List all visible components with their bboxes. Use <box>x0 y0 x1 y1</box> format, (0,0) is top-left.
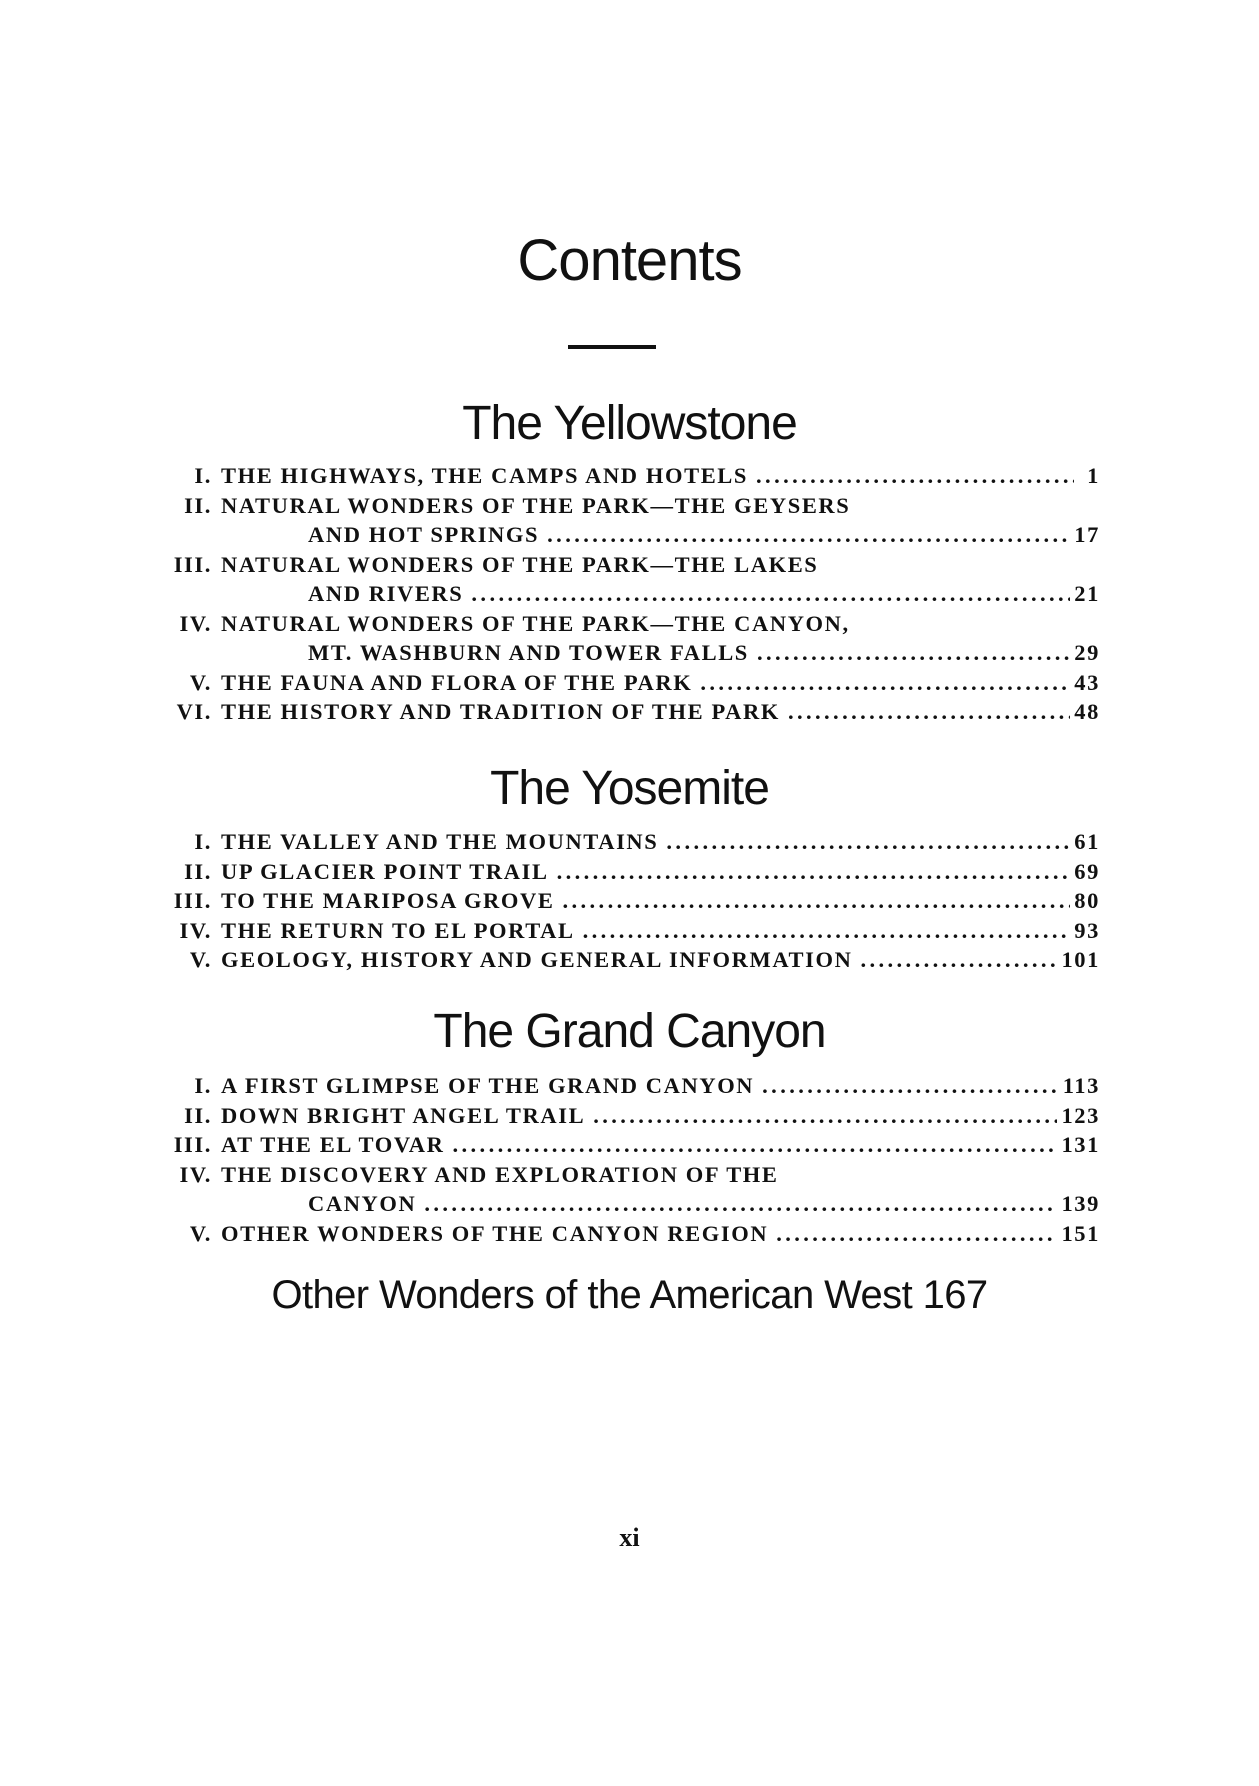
toc-line <box>221 827 1100 857</box>
toc-line <box>221 550 1100 580</box>
toc-entry[interactable] <box>150 491 1100 550</box>
chapter-title-continued: CANYON <box>308 1191 417 1216</box>
chapter-title: UP GLACIER POINT TRAIL <box>221 858 549 884</box>
dot-leader <box>593 1101 1057 1131</box>
chapter-title: A FIRST GLIMPSE OF THE GRAND CANYON <box>221 1073 755 1098</box>
toc-entry[interactable] <box>150 857 1100 887</box>
toc-entry[interactable] <box>150 609 1100 668</box>
chapter-title: TO THE MARIPOSA GROVE <box>221 888 555 913</box>
chapter-title: THE HISTORY AND TRADITION OF THE PARK <box>221 699 780 724</box>
toc-entry[interactable] <box>150 827 1100 857</box>
toc-entry[interactable] <box>150 550 1100 609</box>
chapter-title-continued: AND HOT SPRINGS <box>308 522 540 547</box>
toc-line <box>221 1219 1100 1249</box>
dot-leader <box>583 916 1071 946</box>
toc-line <box>221 609 1100 639</box>
chapter-number: II. <box>184 858 212 884</box>
toc-line <box>221 668 1100 698</box>
toc-yellowstone <box>150 461 1100 727</box>
dot-leader <box>788 697 1070 727</box>
toc-line <box>221 1160 1100 1190</box>
chapter-number: IV. <box>179 610 212 636</box>
toc-entry[interactable] <box>150 461 1100 491</box>
title-rule <box>568 345 656 349</box>
page-number: 1 <box>1087 463 1100 488</box>
chapter-title: THE FAUNA AND FLORA OF THE PARK <box>221 669 693 695</box>
page-number: 21 <box>1074 581 1100 606</box>
chapter-number: III. <box>173 888 212 913</box>
chapter-number: VI. <box>176 699 212 724</box>
toc-entry[interactable] <box>150 1219 1100 1249</box>
section-heading-yellowstone: The Yellowstone <box>462 397 797 450</box>
toc-line-continued <box>308 1189 1100 1219</box>
chapter-title: DOWN BRIGHT ANGEL TRAIL <box>221 1102 586 1128</box>
toc-line <box>221 1071 1100 1101</box>
dot-leader <box>756 461 1074 491</box>
chapter-number: I. <box>194 463 212 488</box>
chapter-title-continued: AND RIVERS <box>308 581 464 606</box>
toc-entry[interactable] <box>150 1071 1100 1101</box>
toc-line <box>221 461 1100 491</box>
dot-leader <box>557 857 1071 887</box>
chapter-number: III. <box>173 1132 212 1157</box>
page-number: 131 <box>1061 1132 1100 1157</box>
chapter-number: II. <box>184 1102 212 1128</box>
toc-entry[interactable] <box>150 886 1100 916</box>
chapter-title: AT THE EL TOVAR <box>221 1132 445 1157</box>
dot-leader <box>452 1130 1057 1160</box>
dot-leader <box>700 668 1070 698</box>
chapter-title: OTHER WONDERS OF THE CANYON REGION <box>221 1220 769 1246</box>
chapter-number: I. <box>194 1073 212 1098</box>
page-number: 123 <box>1061 1102 1100 1128</box>
chapter-title: THE VALLEY AND THE MOUNTAINS <box>221 829 659 854</box>
page-title: Contents <box>517 228 742 293</box>
chapter-title: THE RETURN TO EL PORTAL <box>221 917 575 943</box>
page-number: 93 <box>1074 917 1100 943</box>
page-number: 29 <box>1074 640 1100 665</box>
toc-entry[interactable] <box>150 697 1100 727</box>
dot-leader <box>471 579 1070 609</box>
chapter-title: NATURAL WONDERS OF THE PARK—THE CANYON, <box>221 610 850 636</box>
toc-line <box>221 857 1100 887</box>
chapter-title: THE DISCOVERY AND EXPLORATION OF THE <box>221 1161 779 1187</box>
other-wonders-entry[interactable]: Other Wonders of the American West 167 <box>271 1273 988 1317</box>
toc-line <box>221 1130 1100 1160</box>
toc-entry[interactable] <box>150 1130 1100 1160</box>
page-number: 151 <box>1061 1220 1100 1246</box>
toc-line-continued <box>308 520 1100 550</box>
toc-line <box>221 945 1100 975</box>
chapter-number: III. <box>173 551 212 577</box>
page-number: 139 <box>1061 1191 1100 1216</box>
chapter-title: NATURAL WONDERS OF THE PARK—THE LAKES <box>221 551 819 577</box>
chapter-title: NATURAL WONDERS OF THE PARK—THE GEYSERS <box>221 492 851 518</box>
toc-line <box>221 916 1100 946</box>
page-number: 17 <box>1074 522 1100 547</box>
section-heading-grand-canyon: The Grand Canyon <box>433 1005 826 1058</box>
toc-entry[interactable] <box>150 668 1100 698</box>
page-folio: xi <box>619 1523 640 1552</box>
toc-line-continued <box>308 579 1100 609</box>
toc-line-continued <box>308 638 1100 668</box>
chapter-number: V. <box>189 669 212 695</box>
toc-entry[interactable] <box>150 1101 1100 1131</box>
toc-entry[interactable] <box>150 945 1100 975</box>
dot-leader <box>757 638 1070 668</box>
chapter-title: THE HIGHWAYS, THE CAMPS AND HOTELS <box>221 463 749 488</box>
page-number: 80 <box>1074 888 1100 913</box>
toc-line <box>221 1101 1100 1131</box>
toc-entry[interactable] <box>150 1160 1100 1219</box>
chapter-number: V. <box>189 947 212 972</box>
chapter-number: I. <box>194 829 212 854</box>
chapter-number: IV. <box>179 1161 212 1187</box>
page-number: 48 <box>1074 699 1100 724</box>
chapter-title-continued: MT. WASHBURN AND TOWER FALLS <box>308 640 749 665</box>
page-number: 113 <box>1062 1073 1100 1098</box>
toc-line <box>221 491 1100 521</box>
dot-leader <box>762 1071 1059 1101</box>
page-number: 61 <box>1074 829 1100 854</box>
toc-yosemite <box>150 827 1100 975</box>
dot-leader <box>424 1189 1057 1219</box>
chapter-title: GEOLOGY, HISTORY AND GENERAL INFORMATION <box>221 947 853 972</box>
page-number: 43 <box>1074 669 1100 695</box>
dot-leader <box>666 827 1070 857</box>
chapter-number: V. <box>189 1220 212 1246</box>
toc-entry[interactable] <box>150 916 1100 946</box>
toc-line <box>221 886 1100 916</box>
dot-leader <box>776 1219 1057 1249</box>
chapter-number: II. <box>184 492 212 518</box>
dot-leader <box>860 945 1057 975</box>
dot-leader <box>562 886 1070 916</box>
section-heading-yosemite: The Yosemite <box>490 762 769 815</box>
dot-leader <box>547 520 1070 550</box>
chapter-number: IV. <box>179 917 212 943</box>
toc-line <box>221 697 1100 727</box>
toc-grand-canyon <box>150 1071 1100 1248</box>
page-number: 69 <box>1074 858 1100 884</box>
page-number: 101 <box>1061 947 1100 972</box>
